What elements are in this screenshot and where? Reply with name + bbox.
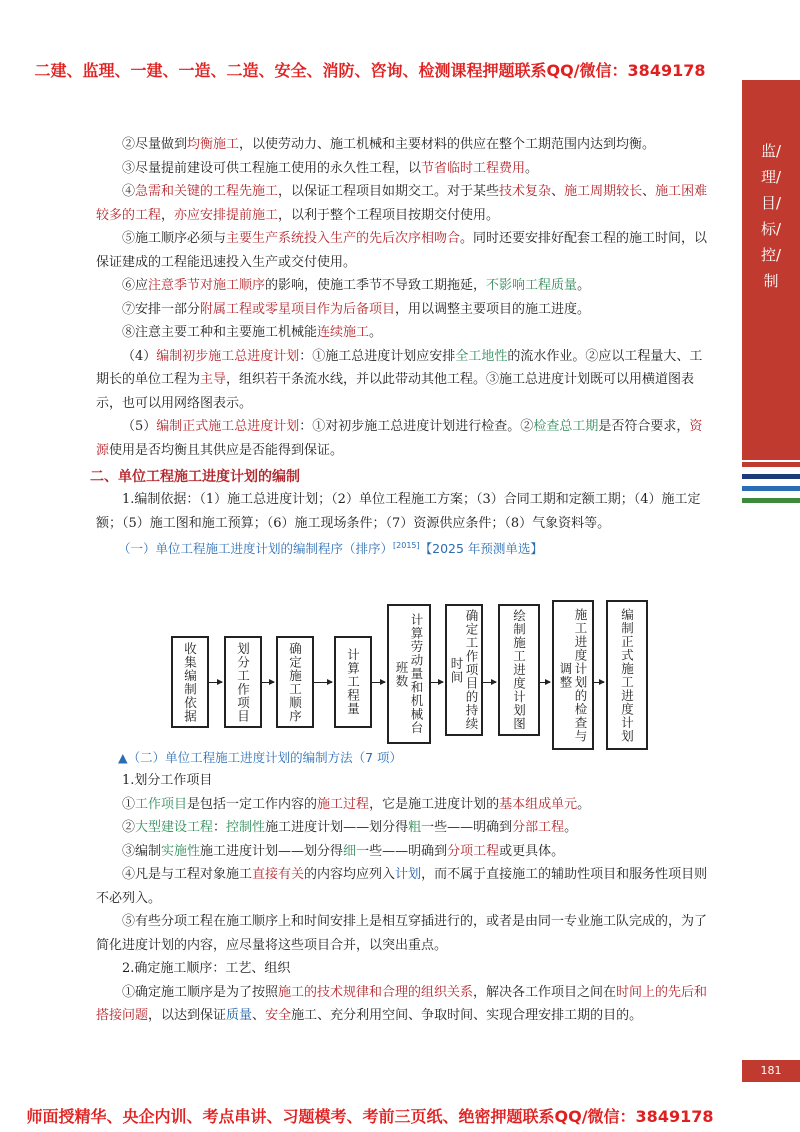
- method-1-item-3: ③编制实施性施工进度计划——划分得细一些——明确到分项工程或更具体。: [122, 843, 565, 859]
- basis-paragraph: 1.编制依据：（1）施工总进度计划；（2）单位工程施工方案；（3）合同工期和定额工期；（4）施工定额；（5）施工图和施工预算；（6）施工现场条件；（7）资源供应条件；（8）气象资料等。: [96, 492, 701, 531]
- chapter-sidebar: [742, 80, 800, 460]
- principle-2: ②尽量做到均衡施工，以使劳动力、施工机械和主要材料的供应在整个工期范围内达到均衡。: [122, 137, 656, 152]
- step-4: （4）编制初步施工总进度计划：①施工总进度计划应安排全工地性的流水作业。②应以工程量大、工期长的单位工程为主导，组织若干条流水线，并以此带动其他工程。③施工总进度计划既可以用横道图表示，也可以用网络图表示。: [96, 348, 703, 411]
- flow-arrow-7: [540, 682, 550, 683]
- flow-step-3: 确定施工顺序: [276, 636, 314, 728]
- method-1-item-5: ⑤有些分项工程在施工顺序上和时间安排上是相互穿插进行的，或者是由同一专业施工队完成的，为了简化进度计划的内容，应尽量将这些项目合并，以突出重点。: [96, 914, 708, 953]
- subsection-2-title: ▲（二）单位工程施工进度计划的编制方法（7 项）: [118, 750, 403, 766]
- flow-step-1: 收集编制依据: [171, 636, 209, 728]
- flow-step-8: 施工进度计划的检查与调整: [552, 600, 594, 750]
- method-1-item-1: ①工作项目是包括一定工作内容的施工过程，它是施工进度计划的基本组成单元。: [122, 796, 591, 812]
- sidebar-title: 监/理/目/标/控/制: [761, 142, 782, 290]
- principle-3: ③尽量提前建设可供工程施工使用的永久性工程，以节省临时工程费用。: [122, 160, 539, 176]
- flow-step-2: 划分工作项目: [224, 636, 262, 728]
- flow-step-5: 计算劳动量和机械台班数: [387, 604, 431, 744]
- stripe-blue: [742, 486, 800, 491]
- method-1-heading: 1.划分工作项目: [122, 773, 213, 789]
- principle-7: ⑦安排一部分附属工程或零星项目作为后备项目，用以调整主要项目的施工进度。: [122, 301, 591, 317]
- step-5: （5）编制正式施工总进度计划：①对初步施工总进度计划进行检查。②检查总工期是否符合要求，资源使用是否均衡且其供应是否能得到保证。: [96, 419, 703, 458]
- procedure-flowchart: [96, 564, 712, 743]
- method-2-item-1: ①确定施工顺序是为了按照施工的技术规律和合理的组织关系，解决各工作项目之间在时间上的先后和搭接问题，以达到保证质量、安全施工、充分利用空间、争取时间、实现合理安排工期的目的。: [96, 984, 708, 1024]
- section-2-title: 二、单位工程施工进度计划的编制: [90, 469, 300, 485]
- stripe-red: [742, 462, 800, 467]
- flow-arrow-2: [262, 682, 274, 683]
- principle-4: ④急需和关键的工程先施工，以保证工程项目如期交工。对于某些技术复杂、施工周期较长、施工困难较多的工程，亦应安排提前施工，以利于整个工程项目按期交付使用。: [96, 184, 708, 223]
- principle-8: ⑧注意主要工种和主要施工机械能连续施工。: [122, 325, 383, 340]
- stripe-green: [742, 498, 800, 503]
- flow-arrow-1: [209, 682, 222, 683]
- flow-arrow-3: [314, 682, 332, 683]
- flow-arrow-6: [483, 682, 496, 683]
- flow-step-6: 确定工作项目的持续时间: [445, 604, 483, 736]
- page-number: 181: [742, 1060, 800, 1082]
- flow-step-9: 编制正式施工进度计划: [606, 600, 648, 750]
- flow-step-4: 计算工程量: [334, 636, 372, 728]
- method-2-heading: 2.确定施工顺序：工艺、组织: [122, 961, 291, 977]
- flow-step-7: 绘制施工进度计划图: [498, 604, 540, 736]
- stripe-navy: [742, 474, 800, 479]
- subsection-1-title: （一）单位工程施工进度计划的编制程序（排序）[2015]【2025 年预测单选】: [118, 541, 543, 557]
- method-1-item-4: ④凡是与工程对象施工直接有关的内容均应列入计划，而不属于直接施工的辅助性项目和服务性项目则不必列入。: [96, 867, 708, 906]
- method-1-item-2: ②大型建设工程：控制性施工进度计划——划分得粗一些——明确到分部工程。: [122, 820, 578, 836]
- bottom-contact-banner: 师面授精华、央企内训、考点串讲、习题模考、考前三页纸、绝密押题联系QQ/微信：3849178: [26, 1107, 714, 1126]
- flow-arrow-8: [594, 682, 604, 683]
- flow-arrow-4: [372, 682, 385, 683]
- flow-arrow-5: [431, 682, 443, 683]
- top-contact-banner: 二建、监理、一建、一造、二造、安全、消防、咨询、检测课程押题联系QQ/微信：3849178: [34, 61, 706, 80]
- principle-5: ⑤施工顺序必须与主要生产系统投入生产的先后次序相吻合。同时还要安排好配套工程的施工时间，以保证建成的工程能迅速投入生产或交付使用。: [96, 231, 708, 270]
- page-content: [90, 133, 712, 1028]
- principle-6: ⑥应注意季节对施工顺序的影响，使施工季节不导致工期拖延，不影响工程质量。: [122, 278, 591, 293]
